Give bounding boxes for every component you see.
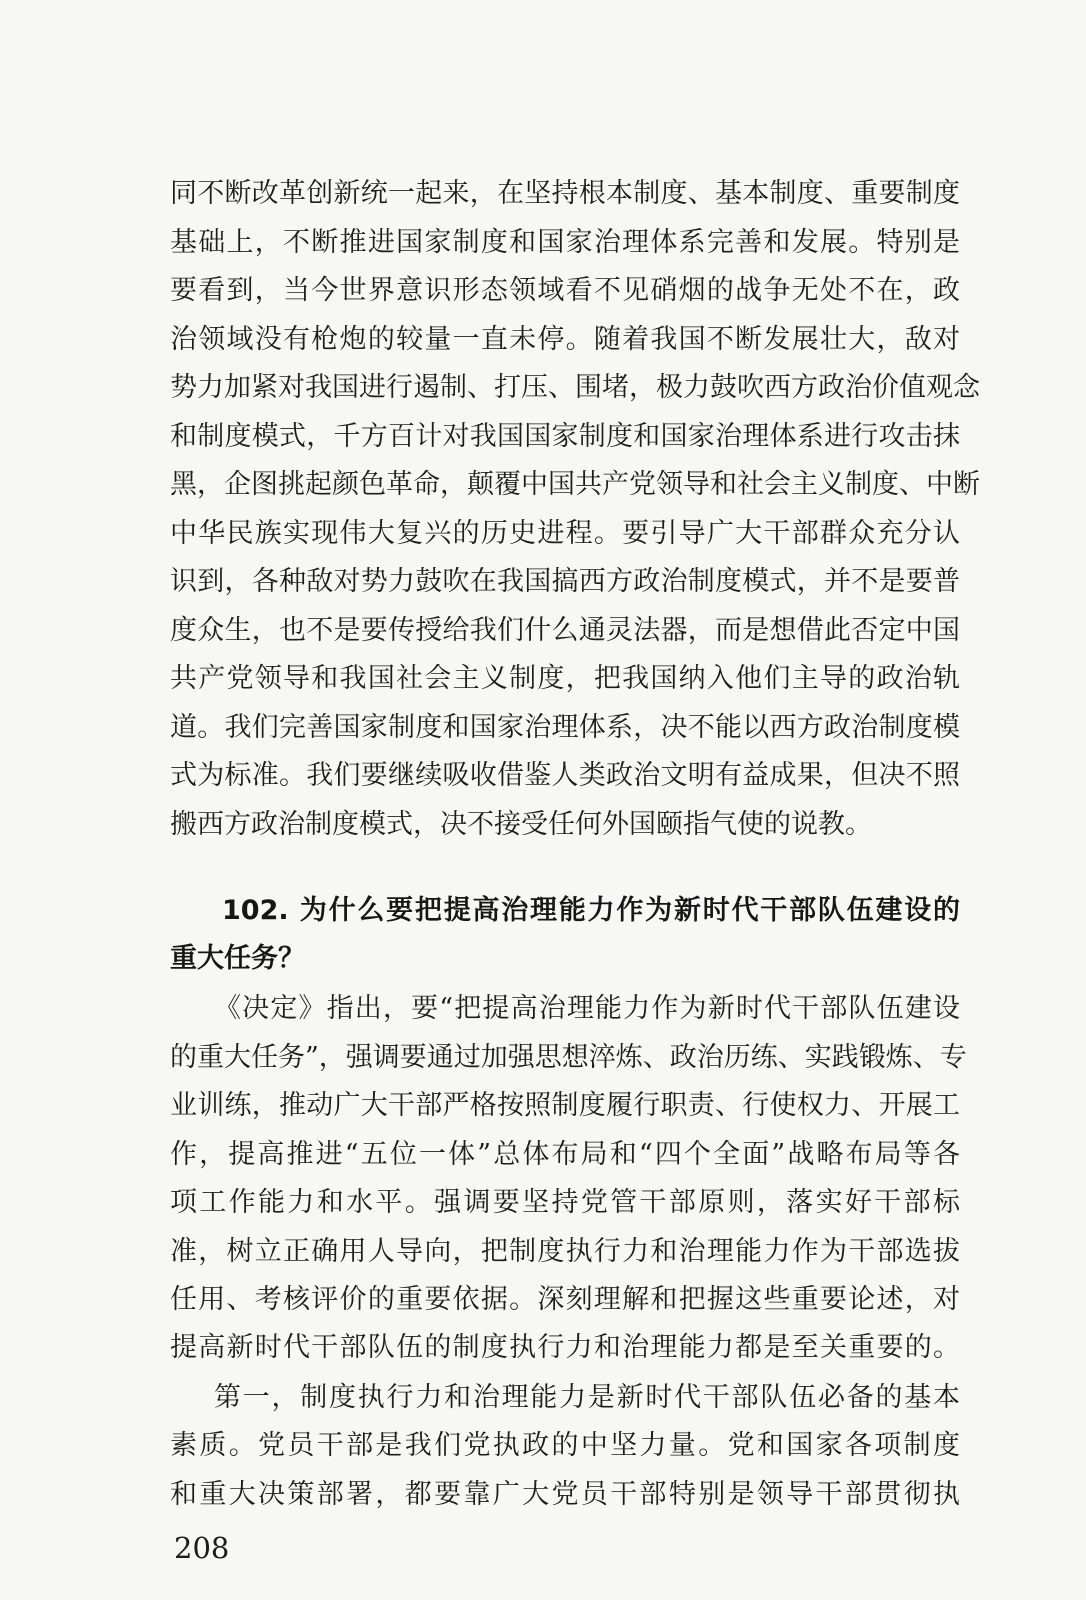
text-line: 第一，制度执行力和治理能力是新时代干部队伍必备的基本 — [214, 1382, 960, 1413]
text-line: 准，树立正确用人导向，把制度执行力和治理能力作为干部选拔 — [170, 1236, 960, 1267]
text-line: 黑，企图挑起颜色革命，颠覆中国共产党领导和社会主义制度、中断 — [170, 469, 980, 500]
section-heading-line: 重大任务？ — [170, 943, 305, 974]
text-line: 项工作能力和水平。强调要坚持党管干部原则，落实好干部标 — [170, 1187, 960, 1218]
text-line: 业训练，推动广大干部严格按照制度履行职责、行使权力、开展工 — [170, 1090, 960, 1121]
text-line: 《决定》指出，要“把提高治理能力作为新时代干部队伍建设 — [214, 993, 960, 1024]
text-line: 度众生，也不是要传授给我们什么通灵法器，而是想借此否定中国 — [170, 615, 960, 646]
text-line: 的重大任务”，强调要通过加强思想淬炼、政治历练、实践锻炼、专 — [170, 1042, 967, 1073]
text-line: 式为标准。我们要继续吸收借鉴人类政治文明有益成果，但决不照 — [170, 760, 960, 791]
text-line: 共产党领导和我国社会主义制度，把我国纳入他们主导的政治轨 — [170, 663, 960, 694]
text-line: 识到，各种敌对势力鼓吹在我国搞西方政治制度模式，并不是要普 — [170, 566, 960, 597]
section-heading-line: 102. 为什么要把提高治理能力作为新时代干部队伍建设的 — [222, 895, 960, 926]
text-line: 要看到，当今世界意识形态领域看不见硝烟的战争无处不在，政 — [170, 275, 960, 306]
text-line: 提高新时代干部队伍的制度执行力和治理能力都是至关重要的。 — [170, 1332, 960, 1363]
text-line: 治领域没有枪炮的较量一直未停。随着我国不断发展壮大，敌对 — [170, 324, 960, 355]
text-line: 任用、考核评价的重要依据。深刻理解和把握这些重要论述，对 — [170, 1284, 960, 1315]
text-line: 作，提高推进“五位一体”总体布局和“四个全面”战略布局等各 — [170, 1139, 960, 1170]
text-line: 中华民族实现伟大复兴的历史进程。要引导广大干部群众充分认 — [170, 518, 960, 549]
text-line: 素质。党员干部是我们党执政的中坚力量。党和国家各项制度 — [170, 1430, 960, 1461]
text-line: 同不断改革创新统一起来，在坚持根本制度、基本制度、重要制度 — [170, 178, 960, 209]
text-line: 和重大决策部署，都要靠广大党员干部特别是领导干部贯彻执 — [170, 1479, 960, 1510]
text-line: 和制度模式，千方百计对我国国家制度和国家治理体系进行攻击抹 — [170, 421, 960, 452]
text-line: 势力加紧对我国进行遏制、打压、围堵，极力鼓吹西方政治价值观念 — [170, 372, 980, 403]
text-line: 搬西方政治制度模式，决不接受任何外国颐指气使的说教。 — [170, 809, 872, 840]
text-line: 道。我们完善国家制度和国家治理体系，决不能以西方政治制度模 — [170, 712, 960, 743]
page-number: 208 — [174, 1531, 230, 1565]
text-line: 基础上，不断推进国家制度和国家治理体系完善和发展。特别是 — [170, 227, 960, 258]
